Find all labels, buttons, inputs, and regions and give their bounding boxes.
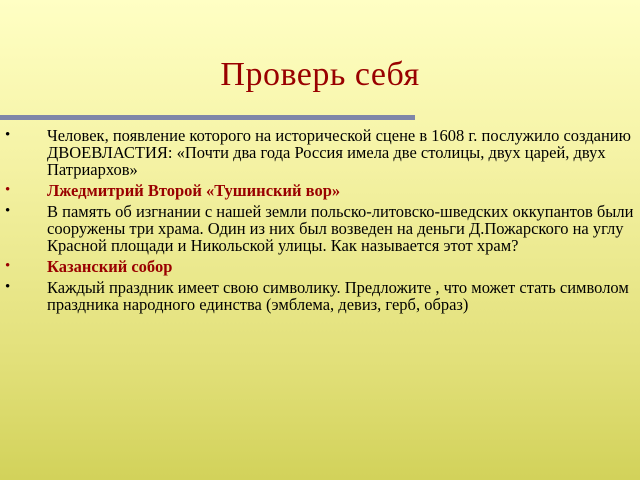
question-text: В память об изгнании с нашей земли польско-литовско-шведских оккупантов были сооружены три храма. Один из них был возведен на деньги Д.Пожарского на углу Красной площади и Никольской улицы. Как называется этот храм? (47, 202, 634, 255)
list-item-question-1 (0, 127, 640, 178)
question-text: Человек, появление которого на исторической сцене в 1608 г. послужило созданию ДВОЕВЛАСТИЯ: «Почти два года Россия имела две столицы, двух царей, двух Патриархов» (47, 126, 631, 179)
list-item-question-3 (0, 279, 640, 313)
answer-text: Казанский собор (47, 257, 173, 276)
bullet-list (0, 127, 640, 317)
title-underline (0, 115, 415, 120)
answer-text: Лжедмитрий Второй «Тушинский вор» (47, 181, 341, 200)
slide-title: Проверь себя (220, 56, 420, 93)
bullet-icon: • (5, 258, 11, 274)
bullet-icon: • (5, 279, 11, 295)
list-item-question-2 (0, 203, 640, 254)
bullet-icon: • (5, 127, 11, 143)
bullet-icon: • (5, 203, 11, 219)
bullet-icon: • (5, 182, 11, 198)
list-item-answer-2 (0, 258, 640, 275)
list-item-answer-1 (0, 182, 640, 199)
question-text: Каждый праздник имеет свою символику. Предложите , что может стать символом праздника народного единства (эмблема, девиз, герб, образ) (47, 278, 629, 314)
